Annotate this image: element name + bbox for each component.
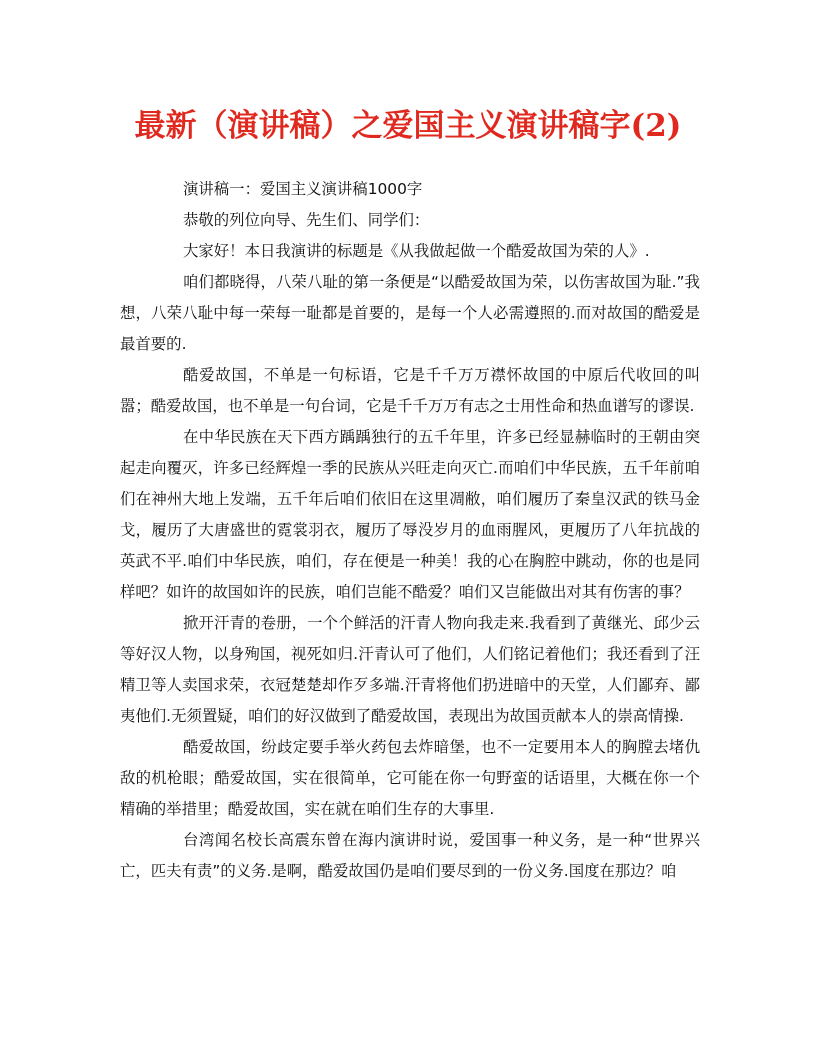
paragraph: 酷爱故国，不单是一句标语，它是千千万万襟怀故国的中原后代收回的叫嚣；酷爱故国，也不单是一句台词，它是千千万万有志之士用性命和热血谱写的谬误. — [120, 366, 700, 415]
paragraph: 掀开汗青的卷册，一个个鲜活的汗青人物向我走来.我看到了黄继光、邱少云等好汉人物，以身殉国，视死如归.汗青认可了他们，人们铭记着他们；我还看到了汪精卫等人卖国求荣，衣冠楚楚却作歹多端.汗青将他们扔进暗中的天堂，人们鄙弃、鄙夷他们.无须置疑，咱们的好汉做到了酷爱故国，表现出为故国贡献本人的崇高情操. — [120, 614, 700, 725]
paragraph: 大家好！本日我演讲的标题是《从我做起做一个酷爱故国为荣的人》. — [183, 242, 650, 260]
document-body — [120, 174, 700, 887]
paragraph: 恭敬的列位向导、先生们、同学们： — [183, 211, 430, 229]
paragraph: 咱们都晓得，八荣八耻的第一条便是“以酷爱故国为荣，以伤害故国为耻.”我想，八荣八耻中每一荣每一耻都是首要的，是每一个人必需遵照的.而对故国的酷爱是最首要的. — [120, 273, 700, 353]
paragraph: 在中华民族在天下西方踽踽独行的五千年里，许多已经显赫临时的王朝由突起走向覆灭，许多已经辉煌一季的民族从兴旺走向灭亡.而咱们中华民族，五千年前咱们在神州大地上发端，五千年后咱们依旧在这里凋敝，咱们履历了秦皇汉武的铁马金戈，履历了大唐盛世的霓裳羽衣，履历了辱没岁月的血雨腥风，更履历了八年抗战的英武不平.咱们中华民族，咱们，存在便是一种美！我的心在胸腔中跳动，你的也是同样吧？如许的故国如许的民族，咱们岂能不酷爱？咱们又岂能做出对其有伤害的事？ — [120, 428, 700, 601]
paragraph: 演讲稿一：爱国主义演讲稿1000字 — [183, 180, 423, 198]
document-title: 最新（演讲稿）之爱国主义演讲稿字(2) — [134, 108, 682, 144]
paragraph: 酷爱故国，纷歧定要手举火药包去炸暗堡，也不一定要用本人的胸膛去堵仇敌的机枪眼；酷爱故国，实在很简单，它可能在你一句野蛮的话语里，大概在你一个精确的举措里；酷爱故国，实在就在咱们生存的大事里. — [120, 738, 700, 818]
paragraph: 台湾闻名校长高震东曾在海内演讲时说，爱国事一种义务，是一种“世界兴亡，匹夫有责”的义务.是啊，酷爱故国仍是咱们要尽到的一份义务.国度在那边？咱 — [120, 831, 700, 880]
